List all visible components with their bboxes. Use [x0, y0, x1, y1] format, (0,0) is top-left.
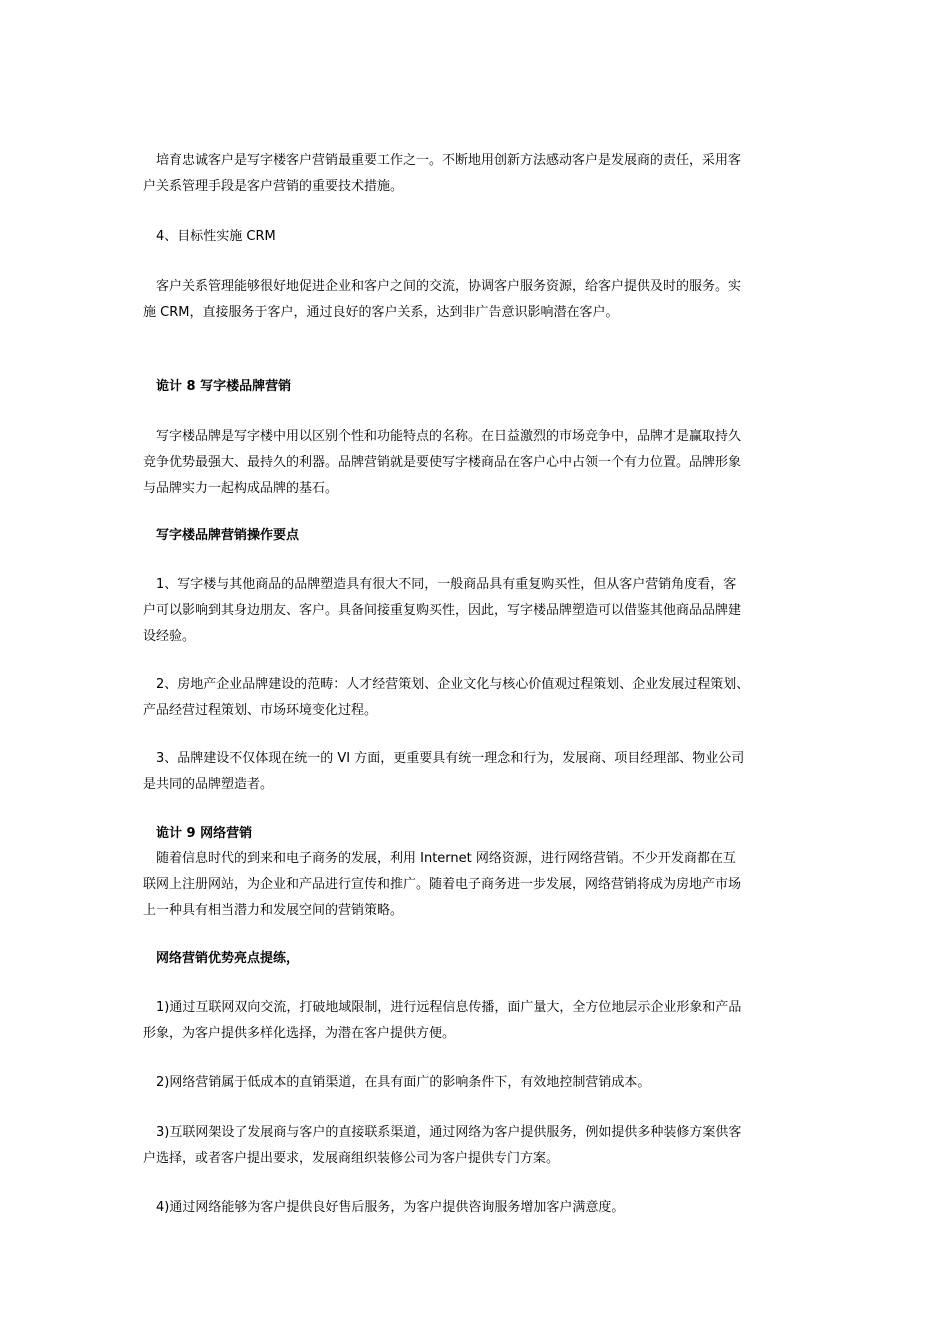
paragraph-line: 户选择，或者客户提出要求，发展商组织装修公司为客户提供专门方案。 [143, 1151, 560, 1166]
paragraph-line: 1、写字楼与其他商品的品牌塑造具有很大不同，一般商品具有重复购买性，但从客户营销角度看，客 [143, 577, 737, 592]
list-item-heading: 4、目标性实施 CRM [143, 229, 276, 244]
paragraph-line: 户可以影响到其身边朋友、客户。具备间接重复购买性，因此，写字楼品牌塑造可以借鉴其他商品品牌建 [143, 603, 742, 618]
paragraph-line: 4)通过网络能够为客户提供良好售后服务，为客户提供咨询服务增加客户满意度。 [143, 1200, 625, 1215]
paragraph-line: 随着信息时代的到来和电子商务的发展，利用 Internet 网络资源，进行网络营销。不少开发商都在互 [143, 851, 736, 866]
paragraph-line: 产品经营过程策划、市场环境变化过程。 [143, 703, 378, 718]
paragraph-line: 联网上注册网站，为企业和产品进行宣传和推广。随着电子商务进一步发展，网络营销将成为房地产市场 [143, 877, 742, 892]
paragraph-line: 施 CRM，直接服务于客户，通过良好的客户关系，达到非广告意识影响潜在客户。 [143, 305, 619, 320]
paragraph-line: 3)互联网架设了发展商与客户的直接联系渠道，通过网络为客户提供服务，例如提供多种装修方案供客 [143, 1125, 742, 1140]
paragraph-line: 设经验。 [143, 629, 196, 644]
section-heading: 诡计 9 网络营销 [143, 826, 253, 841]
paragraph-line: 形象，为客户提供多样化选择，为潜在客户提供方便。 [143, 1026, 456, 1041]
paragraph-line: 上一种具有相当潜力和发展空间的营销策略。 [143, 903, 404, 918]
paragraph-line: 2、房地产企业品牌建设的范畴：人才经营策划、企业文化与核心价值观过程策划、企业发展过程策划、 [143, 677, 750, 692]
paragraph-line: 写字楼品牌是写字楼中用以区别个性和功能特点的名称。在日益激烈的市场竞争中，品牌才是赢取持久 [143, 429, 742, 444]
paragraph-line: 与品牌实力一起构成品牌的基石。 [143, 481, 339, 496]
paragraph-line: 客户关系管理能够很好地促进企业和客户之间的交流，协调客户服务资源，给客户提供及时的服务。实 [143, 279, 742, 294]
subsection-heading: 写字楼品牌营销操作要点 [143, 528, 300, 543]
subsection-heading: 网络营销优势亮点提练， [143, 951, 300, 966]
paragraph-line: 1)通过互联网双向交流，打破地域限制，进行远程信息传播，面广量大，全方位地层示企业形象和产品 [143, 1000, 742, 1015]
section-heading: 诡计 8 写字楼品牌营销 [143, 379, 292, 394]
paragraph-line: 户关系管理手段是客户营销的重要技术措施。 [143, 179, 404, 194]
paragraph-line: 竞争优势最强大、最持久的利器。品牌营销就是要使写字楼商品在客户心中占领一个有力位置。品牌形象 [143, 455, 742, 470]
paragraph-line: 2)网络营销属于低成本的直销渠道，在具有面广的影响条件下，有效地控制营销成本。 [143, 1075, 651, 1090]
paragraph-line: 培育忠诚客户是写字楼客户营销最重要工作之一。不断地用创新方法感动客户是发展商的责任，采用客 [143, 153, 742, 168]
paragraph-line: 是共同的品牌塑造者。 [143, 777, 274, 792]
paragraph-line: 3、品牌建设不仅体现在统一的 VI 方面，更重要具有统一理念和行为，发展商、项目经理部、物业公司 [143, 751, 745, 766]
